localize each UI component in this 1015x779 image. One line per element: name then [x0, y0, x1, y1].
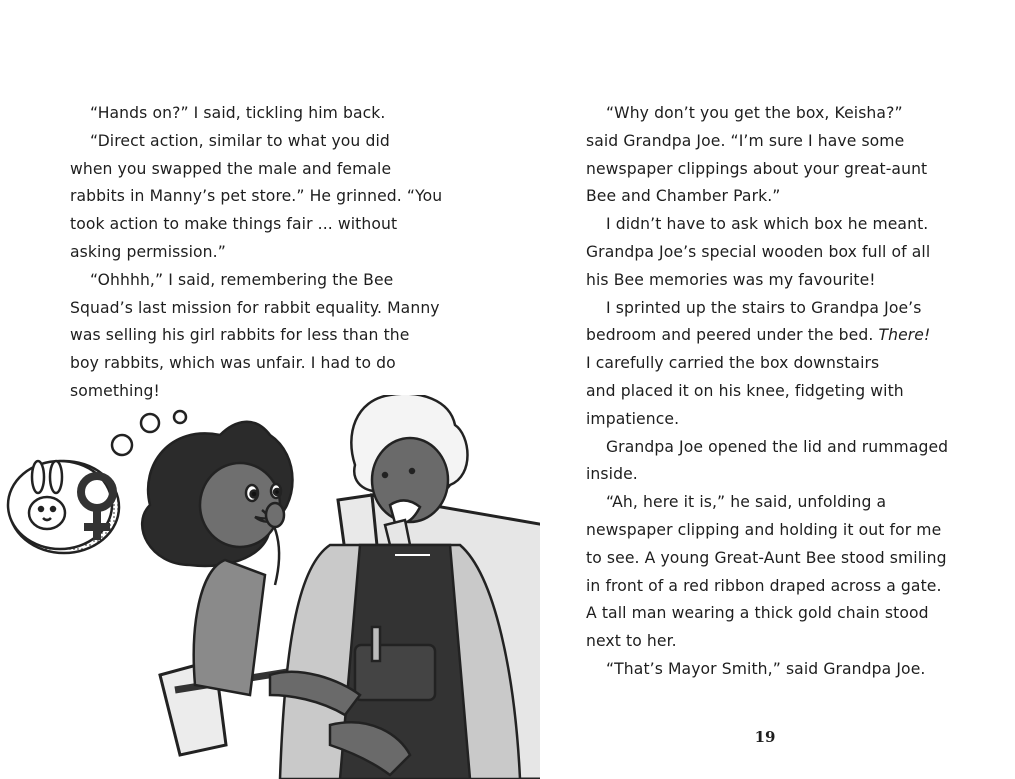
page-number: 19 — [754, 728, 776, 746]
text-line — [70, 239, 450, 267]
text-line-content: newspaper clipping and holding it out for me — [586, 520, 942, 539]
text-line — [586, 628, 966, 656]
text-line-content: something! — [70, 381, 160, 400]
text-line — [70, 183, 450, 211]
text-line-content: next to her. — [586, 632, 677, 651]
text-line — [70, 350, 450, 378]
grandpa-figure — [270, 395, 520, 779]
text-line-content: said Grandpa Joe. “I’m sure I have some — [586, 131, 905, 150]
text-line — [70, 322, 450, 350]
text-line — [586, 350, 966, 378]
text-line-content: “Hands on?” I said, tickling him back. — [90, 104, 386, 122]
text-line-content: newspaper clippings about your great-aunt — [586, 159, 928, 178]
text-line-content: was selling his girl rabbits for less than the — [70, 326, 410, 345]
text-line — [586, 573, 966, 601]
text-line — [586, 211, 966, 239]
left-column — [70, 100, 450, 406]
right-column — [586, 100, 966, 684]
text-line-content: Grandpa Joe opened the lid and rummaged — [606, 437, 949, 456]
text-line — [586, 406, 966, 434]
text-line-content: rabbits in Manny’s pet store.” He grinned. “You — [70, 187, 443, 206]
text-line — [586, 100, 966, 128]
text-line-content: and placed it on his knee, fidgeting with — [586, 381, 904, 400]
text-line-content: Bee and Chamber Park.” — [586, 187, 781, 206]
text-line-content: I carefully carried the box downstairs — [586, 354, 880, 373]
text-line — [586, 267, 966, 295]
text-line-content: took action to make things fair ... without — [70, 215, 398, 234]
text-line-content: “Direct action, similar to what you did — [90, 131, 390, 150]
text-line — [586, 461, 966, 489]
girl-figure — [142, 422, 292, 695]
text-line-content: A tall man wearing a thick gold chain stood — [586, 604, 929, 623]
text-line-content: Squad’s last mission for rabbit equality. Manny — [70, 298, 440, 317]
text-line — [70, 128, 450, 156]
text-line — [586, 434, 966, 462]
text-line — [586, 322, 966, 350]
text-line-content: when you swapped the male and female — [70, 159, 392, 178]
text-line — [586, 295, 966, 323]
text-line-content: “Ohhhh,” I said, remembering the Bee — [90, 270, 394, 289]
text-line-content: Grandpa Joe’s special wooden box full of all — [586, 242, 931, 261]
text-line — [586, 183, 966, 211]
text-line-content: inside. — [586, 465, 638, 484]
text-line — [70, 295, 450, 323]
text-line — [586, 378, 966, 406]
text-line-content: impatience. — [586, 409, 680, 428]
text-line-content: bedroom and peered under the bed. — [586, 326, 879, 345]
text-line — [586, 600, 966, 628]
text-line — [70, 156, 450, 184]
text-line — [70, 211, 450, 239]
story-illustration — [0, 395, 540, 779]
text-line — [70, 267, 450, 295]
text-line-content: to see. A young Great-Aunt Bee stood smiling — [586, 548, 947, 567]
text-line — [586, 517, 966, 545]
text-line-content: boy rabbits, which was unfair. I had to do — [70, 354, 396, 373]
text-line-content: “Why don’t you get the box, Keisha?” — [606, 104, 903, 122]
text-line-content: in front of a red ribbon draped across a gate. — [586, 576, 942, 595]
text-line-content: I didn’t have to ask which box he meant. — [606, 215, 929, 234]
text-line — [586, 156, 966, 184]
emphasis-text: There! — [878, 326, 931, 345]
text-line — [586, 239, 966, 267]
text-line-content: his Bee memories was my favourite! — [586, 270, 876, 289]
text-line — [586, 545, 966, 573]
text-line — [586, 128, 966, 156]
text-line-content: “That’s Mayor Smith,” said Grandpa Joe. — [606, 659, 926, 678]
text-line — [586, 489, 966, 517]
text-line — [70, 100, 450, 128]
text-line — [586, 656, 966, 684]
text-line-content: I sprinted up the stairs to Grandpa Joe’s — [606, 298, 922, 317]
text-line-content: “Ah, here it is,” he said, unfolding a — [606, 493, 887, 512]
text-line-content: asking permission.” — [70, 242, 226, 261]
